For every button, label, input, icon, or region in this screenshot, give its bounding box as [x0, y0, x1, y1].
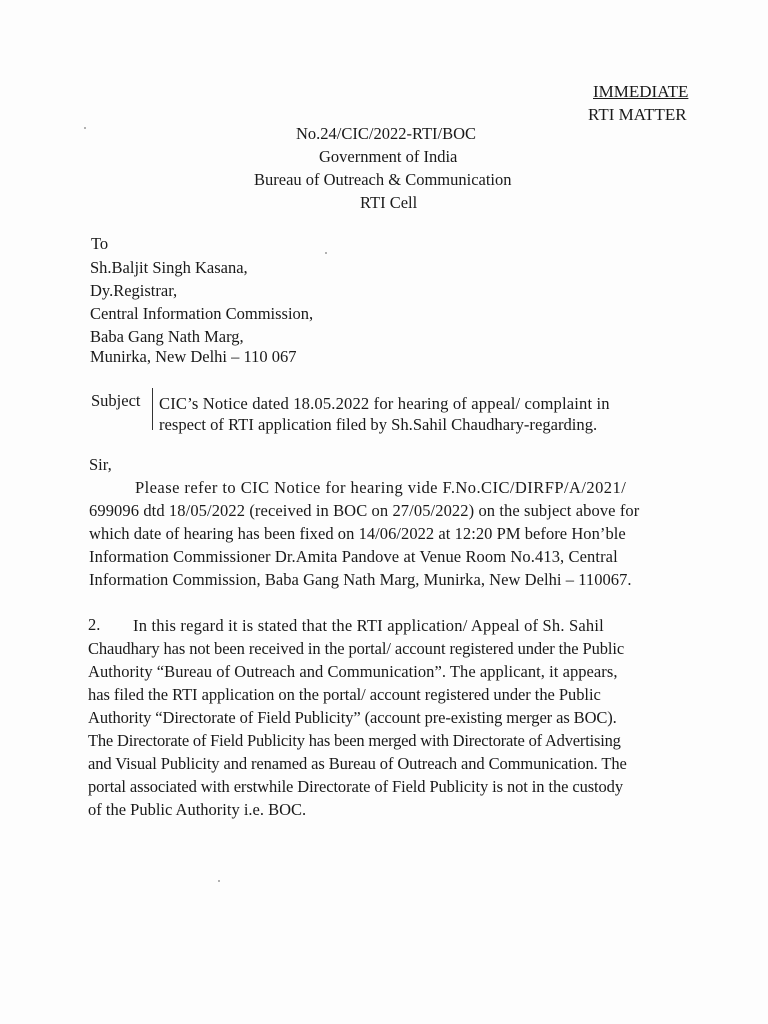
paragraph1-line: which date of hearing has been fixed on 14/06/2022 at 12:20 PM before Hon’ble — [89, 524, 626, 543]
addressee-line: Dy.Registrar, — [90, 281, 178, 300]
paragraph1-line: Information Commission, Baba Gang Nath Marg, Munirka, New Delhi – 110067. — [89, 570, 632, 589]
paragraph2-line: In this regard it is stated that the RTI application/ Appeal of Sh. Sahil — [133, 616, 604, 635]
rti-matter-label: RTI MATTER — [588, 105, 687, 124]
cell-heading: RTI Cell — [360, 193, 418, 212]
bureau-heading: Bureau of Outreach & Communication — [254, 170, 512, 189]
subject-line: respect of RTI application filed by Sh.Sahil Chaudhary-regarding. — [159, 415, 598, 434]
paragraph1-line: Please refer to CIC Notice for hearing vide F.No.CIC/DIRFP/A/2021/ — [135, 478, 627, 497]
immediate-label: IMMEDIATE — [593, 82, 689, 101]
subject-line: CIC’s Notice dated 18.05.2022 for hearing of appeal/ complaint in — [159, 394, 610, 413]
paragraph2-line: Authority “Directorate of Field Publicity” (account pre-existing merger as BOC). — [88, 708, 617, 727]
paragraph2-line: and Visual Publicity and renamed as Bureau of Outreach and Communication. The — [88, 754, 627, 773]
paragraph2-line: has filed the RTI application on the portal/ account registered under the Public — [88, 685, 601, 704]
scan-speck — [325, 252, 327, 254]
paragraph2-line: Authority “Bureau of Outreach and Communication”. The applicant, it appears, — [88, 662, 618, 681]
scan-speck — [218, 880, 220, 882]
addressee-line: Central Information Commission, — [90, 304, 314, 323]
addressee-line: Baba Gang Nath Marg, — [90, 327, 244, 346]
addressee-line: Sh.Baljit Singh Kasana, — [90, 258, 248, 277]
paragraph1-line: Information Commissioner Dr.Amita Pandove at Venue Room No.413, Central — [89, 547, 618, 566]
subject-label: Subject — [91, 391, 141, 410]
paragraph2-number: 2. — [88, 615, 101, 634]
paragraph1-line: 699096 dtd 18/05/2022 (received in BOC on 27/05/2022) on the subject above for — [89, 501, 640, 520]
paragraph2-line: The Directorate of Field Publicity has been merged with Directorate of Advertising — [88, 731, 621, 750]
paragraph2-line: of the Public Authority i.e. BOC. — [88, 800, 307, 819]
addressee-line: Munirka, New Delhi – 110 067 — [90, 347, 297, 366]
salutation: Sir, — [89, 455, 112, 474]
paragraph2-line: Chaudhary has not been received in the portal/ account registered under the Public — [88, 639, 625, 658]
reference-number: No.24/CIC/2022-RTI/BOC — [296, 124, 477, 143]
paragraph2-line: portal associated with erstwhile Directorate of Field Publicity is not in the custody — [88, 777, 623, 796]
government-heading: Government of India — [319, 147, 458, 166]
scan-speck — [84, 127, 86, 129]
to-label: To — [91, 234, 109, 253]
subject-divider — [152, 388, 153, 430]
